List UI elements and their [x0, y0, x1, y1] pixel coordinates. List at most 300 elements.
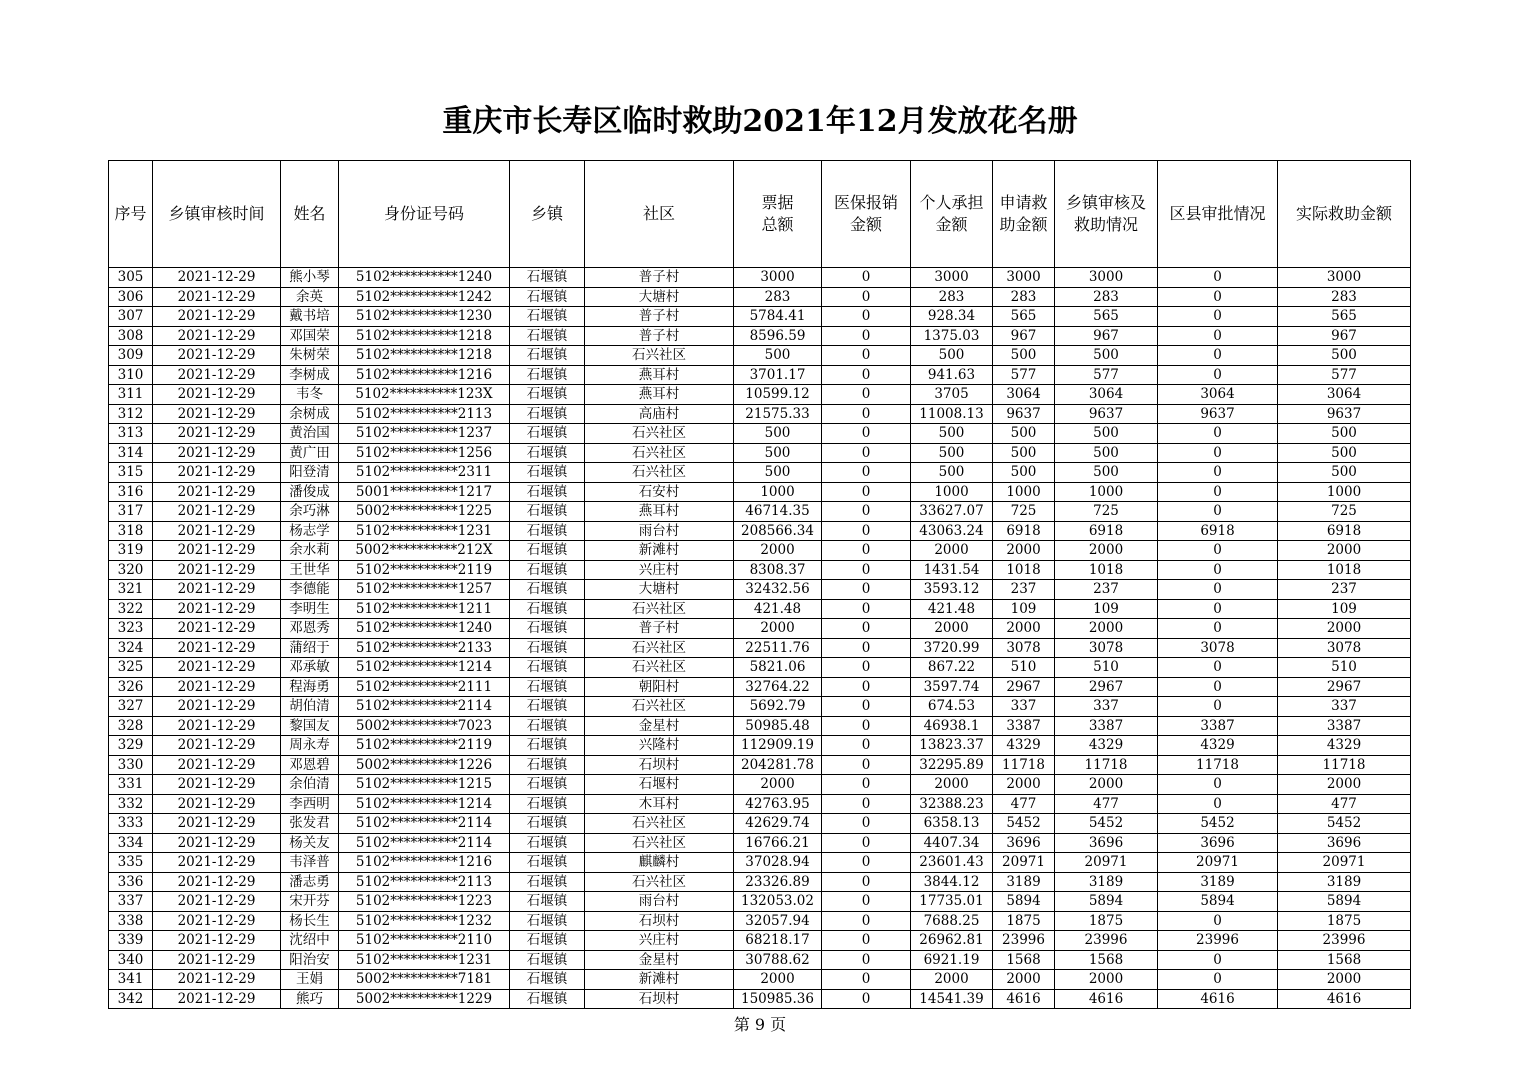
table-cell: 2000 [734, 619, 822, 639]
table-cell: 1000 [911, 482, 993, 502]
table-cell: 11718 [1158, 755, 1278, 775]
table-cell: 5102**********2311 [339, 463, 510, 483]
table-row [109, 346, 1411, 366]
table-cell: 0 [822, 931, 911, 951]
table-body [109, 268, 1411, 1009]
table-cell: 4329 [1278, 736, 1411, 756]
table-cell: 329 [109, 736, 153, 756]
table-cell: 金星村 [585, 950, 734, 970]
table-cell: 大塘村 [585, 580, 734, 600]
table-cell: 500 [993, 424, 1055, 444]
table-cell: 石堰镇 [510, 931, 585, 951]
table-cell: 石堰镇 [510, 697, 585, 717]
table-cell: 0 [1158, 775, 1278, 795]
table-cell: 0 [822, 287, 911, 307]
table-cell: 283 [734, 287, 822, 307]
table-row [109, 443, 1411, 463]
table-cell: 2021-12-29 [153, 307, 281, 327]
table-cell: 328 [109, 716, 153, 736]
table-cell: 5102**********1237 [339, 424, 510, 444]
table-cell: 0 [1158, 307, 1278, 327]
table-cell: 317 [109, 502, 153, 522]
table-cell: 500 [734, 463, 822, 483]
table-row [109, 404, 1411, 424]
table-cell: 石堰镇 [510, 346, 585, 366]
table-cell: 宋开芬 [281, 892, 339, 912]
table-cell: 0 [822, 482, 911, 502]
column-header: 姓名 [281, 161, 339, 268]
column-header: 个人承担 金额 [911, 161, 993, 268]
table-cell: 沈绍中 [281, 931, 339, 951]
table-cell: 0 [822, 853, 911, 873]
table-cell: 0 [822, 619, 911, 639]
table-row [109, 307, 1411, 327]
table-cell: 1568 [1278, 950, 1411, 970]
table-cell: 石堰镇 [510, 716, 585, 736]
table-cell: 11008.13 [911, 404, 993, 424]
table-cell: 320 [109, 560, 153, 580]
column-header: 序号 [109, 161, 153, 268]
table-cell: 2021-12-29 [153, 658, 281, 678]
table-cell: 0 [822, 365, 911, 385]
table-cell: 兴庄村 [585, 560, 734, 580]
table-cell: 323 [109, 619, 153, 639]
table-cell: 2000 [993, 775, 1055, 795]
table-cell: 500 [1055, 424, 1158, 444]
table-cell: 2021-12-29 [153, 697, 281, 717]
table-cell: 石兴社区 [585, 658, 734, 678]
table-cell: 109 [1055, 599, 1158, 619]
table-cell: 725 [1055, 502, 1158, 522]
table-row [109, 677, 1411, 697]
table-row [109, 794, 1411, 814]
table-cell: 5001**********1217 [339, 482, 510, 502]
table-cell: 0 [1158, 697, 1278, 717]
table-cell: 0 [1158, 326, 1278, 346]
table-cell: 2000 [1055, 970, 1158, 990]
table-cell: 余水莉 [281, 541, 339, 561]
table-cell: 5821.06 [734, 658, 822, 678]
table-cell: 967 [993, 326, 1055, 346]
table-cell: 2021-12-29 [153, 931, 281, 951]
table-cell: 335 [109, 853, 153, 873]
table-cell: 4329 [1055, 736, 1158, 756]
table-cell: 石堰村 [585, 775, 734, 795]
table-cell: 9637 [1055, 404, 1158, 424]
table-cell: 2000 [993, 541, 1055, 561]
table-cell: 兴隆村 [585, 736, 734, 756]
table-cell: 23601.43 [911, 853, 993, 873]
table-cell: 3696 [1055, 833, 1158, 853]
table-cell: 3701.17 [734, 365, 822, 385]
table-cell: 熊小琴 [281, 268, 339, 288]
table-cell: 674.53 [911, 697, 993, 717]
table-cell: 2021-12-29 [153, 911, 281, 931]
table-cell: 1018 [1055, 560, 1158, 580]
table-cell: 石堰镇 [510, 853, 585, 873]
table-cell: 普子村 [585, 307, 734, 327]
table-cell: 2021-12-29 [153, 541, 281, 561]
table-cell: 23996 [1158, 931, 1278, 951]
table-cell: 310 [109, 365, 153, 385]
table-cell: 2021-12-29 [153, 716, 281, 736]
table-cell: 兴庄村 [585, 931, 734, 951]
table-cell: 305 [109, 268, 153, 288]
table-cell: 0 [822, 502, 911, 522]
table-cell: 石堰镇 [510, 658, 585, 678]
table-cell: 2021-12-29 [153, 794, 281, 814]
table-cell: 322 [109, 599, 153, 619]
table-cell: 石堰镇 [510, 638, 585, 658]
table-cell: 2021-12-29 [153, 287, 281, 307]
table-cell: 5452 [1055, 814, 1158, 834]
table-cell: 941.63 [911, 365, 993, 385]
table-cell: 337 [1278, 697, 1411, 717]
table-cell: 314 [109, 443, 153, 463]
table-cell: 500 [1278, 443, 1411, 463]
table-cell: 307 [109, 307, 153, 327]
column-header: 乡镇审核及 救助情况 [1055, 161, 1158, 268]
table-cell: 石兴社区 [585, 638, 734, 658]
table-cell: 石堰镇 [510, 443, 585, 463]
table-cell: 6918 [1055, 521, 1158, 541]
table-cell: 16766.21 [734, 833, 822, 853]
table-cell: 11718 [1278, 755, 1411, 775]
table-cell: 0 [822, 638, 911, 658]
table-row [109, 755, 1411, 775]
table-cell: 蒲绍于 [281, 638, 339, 658]
table-cell: 8596.59 [734, 326, 822, 346]
table-cell: 1568 [1055, 950, 1158, 970]
table-cell: 3387 [993, 716, 1055, 736]
table-cell: 334 [109, 833, 153, 853]
table-cell: 0 [822, 424, 911, 444]
table-row [109, 385, 1411, 405]
table-cell: 20971 [993, 853, 1055, 873]
table-cell: 5002**********7181 [339, 970, 510, 990]
table-cell: 木耳村 [585, 794, 734, 814]
table-cell: 0 [822, 385, 911, 405]
table-cell: 340 [109, 950, 153, 970]
table-cell: 3189 [1158, 872, 1278, 892]
table-cell: 5102**********2110 [339, 931, 510, 951]
table-cell: 0 [1158, 677, 1278, 697]
table-cell: 石堰镇 [510, 268, 585, 288]
table-cell: 32764.22 [734, 677, 822, 697]
table-cell: 32057.94 [734, 911, 822, 931]
table-cell: 3064 [1278, 385, 1411, 405]
table-cell: 867.22 [911, 658, 993, 678]
table-row [109, 463, 1411, 483]
table-cell: 2021-12-29 [153, 989, 281, 1009]
table-cell: 2021-12-29 [153, 580, 281, 600]
table-cell: 0 [1158, 580, 1278, 600]
table-cell: 0 [822, 541, 911, 561]
table-cell: 余伯清 [281, 775, 339, 795]
table-cell: 2000 [1278, 619, 1411, 639]
table-cell: 0 [822, 716, 911, 736]
table-cell: 3593.12 [911, 580, 993, 600]
table-cell: 3720.99 [911, 638, 993, 658]
table-cell: 500 [734, 424, 822, 444]
table-cell: 2021-12-29 [153, 268, 281, 288]
table-row [109, 287, 1411, 307]
table-cell: 500 [1055, 346, 1158, 366]
table-cell: 2021-12-29 [153, 970, 281, 990]
table-cell: 石堰镇 [510, 482, 585, 502]
table-cell: 4329 [1158, 736, 1278, 756]
table-cell: 330 [109, 755, 153, 775]
table-cell: 3696 [1278, 833, 1411, 853]
table-cell: 0 [1158, 482, 1278, 502]
table-cell: 余英 [281, 287, 339, 307]
table-cell: 0 [822, 794, 911, 814]
column-header: 申请救 助金额 [993, 161, 1055, 268]
table-cell: 2967 [1278, 677, 1411, 697]
table-cell: 500 [911, 346, 993, 366]
table-cell: 500 [911, 443, 993, 463]
table-cell: 2000 [911, 541, 993, 561]
table-cell: 500 [734, 443, 822, 463]
table-cell: 石兴社区 [585, 443, 734, 463]
table-cell: 石堰镇 [510, 814, 585, 834]
table-cell: 30788.62 [734, 950, 822, 970]
table-cell: 5102**********1214 [339, 794, 510, 814]
table-cell: 石兴社区 [585, 814, 734, 834]
table-cell: 2000 [1055, 775, 1158, 795]
table-cell: 石坝村 [585, 989, 734, 1009]
table-cell: 普子村 [585, 268, 734, 288]
table-cell: 5894 [1055, 892, 1158, 912]
table-cell: 331 [109, 775, 153, 795]
table-cell: 邓恩碧 [281, 755, 339, 775]
table-cell: 3387 [1055, 716, 1158, 736]
table-cell: 3597.74 [911, 677, 993, 697]
table-cell: 3705 [911, 385, 993, 405]
table-cell: 0 [822, 599, 911, 619]
table-cell: 0 [822, 580, 911, 600]
table-cell: 3189 [993, 872, 1055, 892]
table-cell: 109 [1278, 599, 1411, 619]
table-cell: 熊巧 [281, 989, 339, 1009]
table-cell: 0 [1158, 463, 1278, 483]
table-cell: 2000 [911, 970, 993, 990]
table-cell: 565 [1278, 307, 1411, 327]
table-cell: 石堰镇 [510, 580, 585, 600]
table-cell: 20971 [1158, 853, 1278, 873]
table-cell: 黄治国 [281, 424, 339, 444]
table-cell: 石坝村 [585, 911, 734, 931]
table-row [109, 833, 1411, 853]
table-row [109, 814, 1411, 834]
table-row [109, 326, 1411, 346]
table-cell: 2021-12-29 [153, 404, 281, 424]
table-cell: 208566.34 [734, 521, 822, 541]
table-cell: 500 [1278, 463, 1411, 483]
table-cell: 韦泽普 [281, 853, 339, 873]
table-cell: 0 [822, 950, 911, 970]
table-cell: 杨长生 [281, 911, 339, 931]
table-cell: 石堰镇 [510, 736, 585, 756]
table-cell: 石堰镇 [510, 989, 585, 1009]
table-cell: 5102**********2119 [339, 736, 510, 756]
table-cell: 2000 [1055, 619, 1158, 639]
table-cell: 阳登清 [281, 463, 339, 483]
table-cell: 2021-12-29 [153, 677, 281, 697]
table-cell: 1000 [1055, 482, 1158, 502]
table-cell: 石堰镇 [510, 385, 585, 405]
table-cell: 石堰镇 [510, 755, 585, 775]
table-cell: 421.48 [734, 599, 822, 619]
table-cell: 4407.34 [911, 833, 993, 853]
table-cell: 0 [1158, 599, 1278, 619]
table-cell: 109 [993, 599, 1055, 619]
column-header: 乡镇 [510, 161, 585, 268]
table-cell: 石兴社区 [585, 424, 734, 444]
table-cell: 石堰镇 [510, 502, 585, 522]
table-cell: 283 [993, 287, 1055, 307]
table-cell: 石堰镇 [510, 287, 585, 307]
table-cell: 2000 [1278, 970, 1411, 990]
table-cell: 0 [822, 268, 911, 288]
table-cell: 1875 [1278, 911, 1411, 931]
table-cell: 510 [1055, 658, 1158, 678]
column-header: 医保报销 金额 [822, 161, 911, 268]
table-cell: 5002**********212X [339, 541, 510, 561]
table-cell: 6918 [993, 521, 1055, 541]
table-cell: 315 [109, 463, 153, 483]
table-cell: 26962.81 [911, 931, 993, 951]
table-cell: 高庙村 [585, 404, 734, 424]
table-row [109, 502, 1411, 522]
table-cell: 306 [109, 287, 153, 307]
table-cell: 2021-12-29 [153, 872, 281, 892]
table-cell: 8308.37 [734, 560, 822, 580]
table-cell: 石堰镇 [510, 677, 585, 697]
table-row [109, 697, 1411, 717]
table-cell: 565 [993, 307, 1055, 327]
table-cell: 邓承敏 [281, 658, 339, 678]
table-cell: 3064 [1158, 385, 1278, 405]
column-header: 身份证号码 [339, 161, 510, 268]
column-header: 实际救助金额 [1278, 161, 1411, 268]
table-cell: 5102**********123X [339, 385, 510, 405]
table-cell: 1000 [993, 482, 1055, 502]
table-cell: 5102**********1231 [339, 521, 510, 541]
table-cell: 11718 [1055, 755, 1158, 775]
table-cell: 500 [993, 443, 1055, 463]
table-cell: 石兴社区 [585, 872, 734, 892]
table-cell: 5002**********1226 [339, 755, 510, 775]
table-cell: 5102**********2114 [339, 697, 510, 717]
table-cell: 4329 [993, 736, 1055, 756]
table-cell: 石堰镇 [510, 463, 585, 483]
table-cell: 2000 [993, 970, 1055, 990]
table-cell: 韦冬 [281, 385, 339, 405]
table-cell: 928.34 [911, 307, 993, 327]
page-number: 第 9 页 [733, 1015, 787, 1034]
table-cell: 1018 [1278, 560, 1411, 580]
page-title: 重庆市长寿区临时救助2021年12月发放花名册 [442, 104, 1078, 139]
table-cell: 237 [1055, 580, 1158, 600]
table-cell: 565 [1055, 307, 1158, 327]
table-cell: 石堰镇 [510, 365, 585, 385]
table-cell: 2021-12-29 [153, 482, 281, 502]
table-row [109, 892, 1411, 912]
table-cell: 1375.03 [911, 326, 993, 346]
table-cell: 1431.54 [911, 560, 993, 580]
table-cell: 3387 [1158, 716, 1278, 736]
table-cell: 石兴社区 [585, 697, 734, 717]
table-cell: 3078 [993, 638, 1055, 658]
table-cell: 0 [1158, 502, 1278, 522]
table-cell: 0 [1158, 794, 1278, 814]
table-cell: 46714.35 [734, 502, 822, 522]
table-cell: 2021-12-29 [153, 638, 281, 658]
table-cell: 余树成 [281, 404, 339, 424]
table-cell: 0 [822, 872, 911, 892]
table-cell: 42629.74 [734, 814, 822, 834]
table-cell: 500 [911, 424, 993, 444]
table-cell: 316 [109, 482, 153, 502]
table-cell: 510 [1278, 658, 1411, 678]
table-cell: 2021-12-29 [153, 892, 281, 912]
table-cell: 1875 [993, 911, 1055, 931]
table-cell: 500 [1055, 463, 1158, 483]
table-cell: 新滩村 [585, 541, 734, 561]
table-cell: 477 [1278, 794, 1411, 814]
table-cell: 2967 [1055, 677, 1158, 697]
table-cell: 5102**********2119 [339, 560, 510, 580]
table-cell: 石堰镇 [510, 599, 585, 619]
table-cell: 20971 [1055, 853, 1158, 873]
table-cell: 5894 [1278, 892, 1411, 912]
table-cell: 2021-12-29 [153, 385, 281, 405]
table-cell: 杨关友 [281, 833, 339, 853]
table-cell: 5452 [993, 814, 1055, 834]
table-cell: 9637 [993, 404, 1055, 424]
table-cell: 42763.95 [734, 794, 822, 814]
table-cell: 0 [1158, 287, 1278, 307]
table-cell: 邓国荣 [281, 326, 339, 346]
table-row [109, 716, 1411, 736]
table-cell: 725 [1278, 502, 1411, 522]
table-cell: 2021-12-29 [153, 814, 281, 834]
table-cell: 0 [1158, 619, 1278, 639]
table-cell: 3844.12 [911, 872, 993, 892]
table-cell: 0 [1158, 950, 1278, 970]
table-cell: 石堰镇 [510, 521, 585, 541]
table-cell: 5102**********1256 [339, 443, 510, 463]
table-cell: 325 [109, 658, 153, 678]
table-cell: 150985.36 [734, 989, 822, 1009]
table-row [109, 950, 1411, 970]
table-cell: 577 [1278, 365, 1411, 385]
table-cell: 1875 [1055, 911, 1158, 931]
table-cell: 332 [109, 794, 153, 814]
table-cell: 2000 [1278, 775, 1411, 795]
table-cell: 308 [109, 326, 153, 346]
column-header: 区县审批情况 [1158, 161, 1278, 268]
table-row [109, 970, 1411, 990]
table-cell: 341 [109, 970, 153, 990]
table-cell: 李德能 [281, 580, 339, 600]
table-cell: 13823.37 [911, 736, 993, 756]
table-cell: 0 [822, 307, 911, 327]
table-cell: 0 [822, 326, 911, 346]
table-cell: 石兴社区 [585, 599, 734, 619]
table-cell: 0 [1158, 658, 1278, 678]
